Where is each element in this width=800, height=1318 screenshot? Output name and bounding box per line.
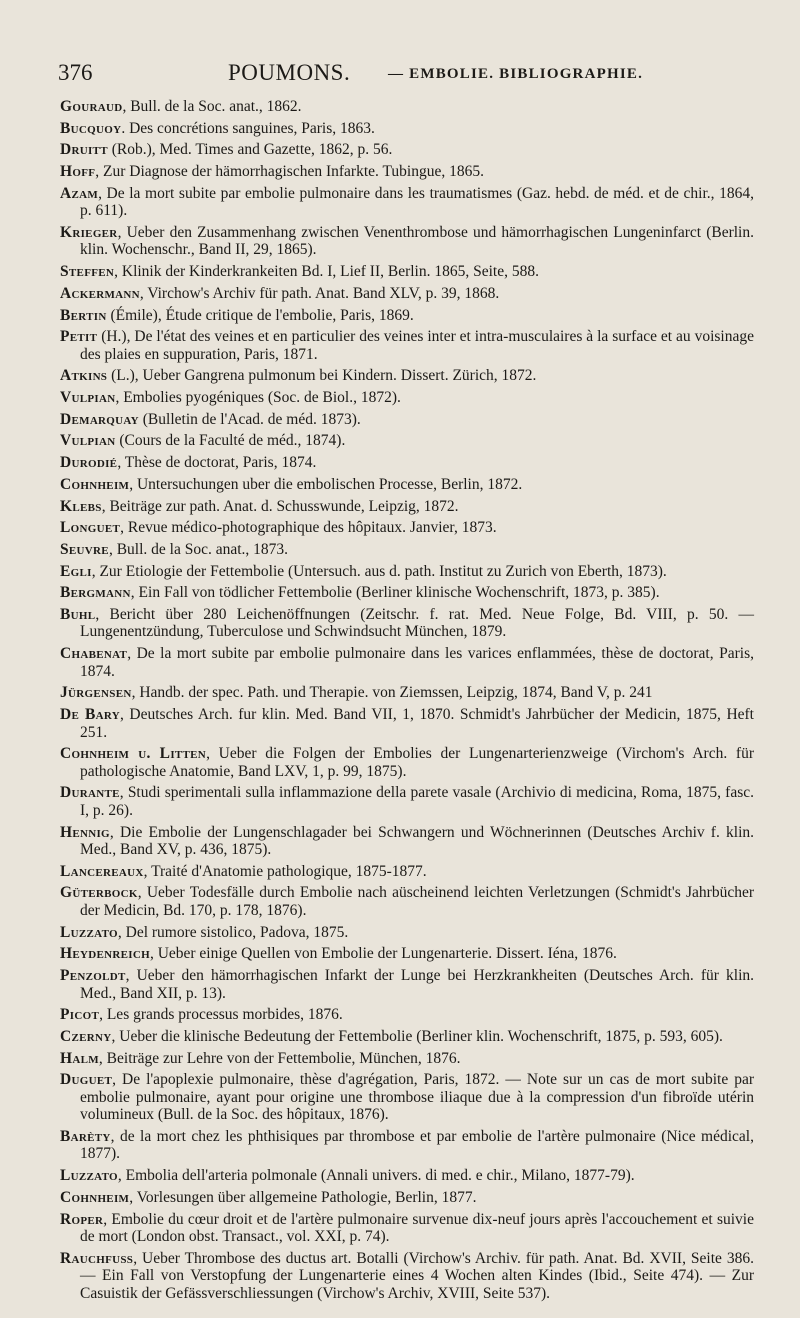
bibliography-entry: [60, 1006, 754, 1024]
entry-text: , Ueber den Zusammenhang zwischen Venenthrombose und hämorrhagischen Lungeninfarct (Berlin. klin. Wochenschr., Band II, 29, 1865).: [80, 223, 754, 259]
entry-author: Vulpian: [60, 389, 116, 407]
page-number: 376: [58, 60, 93, 85]
entry-text: , de la mort chez les phthisiques par thrombose et par embolie de l'artère pulmonaire (Nice médical, 1877).: [80, 1127, 754, 1163]
entry-author: Halm: [60, 1049, 99, 1067]
entry-text: , Virchow's Archiv für path. Anat. Band XLV, p. 39, 1868.: [139, 284, 500, 302]
entry-author: Durodié: [60, 454, 118, 472]
entry-author: Penzoldt: [60, 967, 126, 984]
entry-text: , Zur Etiologie der Fettembolie (Untersuch. aus d. path. Institut zu Zurich von Eberth, 1873).: [91, 562, 667, 580]
entry-author: Jürgensen: [60, 684, 132, 702]
bibliography-entry: [60, 1028, 754, 1046]
entry-author: De Bary: [60, 706, 120, 723]
entry-text: , Bull. de la Soc. anat., 1862.: [122, 98, 302, 115]
bibliography-entry: [60, 1050, 754, 1068]
entry-author: Ackermann: [60, 284, 140, 302]
bibliography-entry: [60, 884, 754, 919]
entry-text: , De la mort subite par embolie pulmonaire dans les traumatismes (Gaz. hebd. de méd. et de chir., 1864, p. 611).: [80, 184, 754, 220]
entry-text: , Klinik der Kinderkrankeiten Bd. I, Lief II, Berlin. 1865, Seite, 588.: [114, 263, 539, 281]
bibliography-entry: [60, 263, 754, 281]
entry-text: , De la mort subite par embolie pulmonaire dans les varices enflammées, thèse de doctorat, Paris, 1874.: [80, 645, 754, 680]
entry-text: , Traité d'Anatomie pathologique, 1875-1877.: [143, 862, 427, 880]
bibliography-entry: [60, 1128, 754, 1163]
bibliography-entry: [60, 185, 754, 220]
entry-text: , Ueber einige Quellen von Embolie der Lungenarterie. Dissert. Iéna, 1876.: [149, 945, 617, 963]
entry-author: Atkins: [60, 367, 108, 385]
bibliography-entry: [60, 285, 754, 303]
entry-author: Luzzato: [60, 923, 118, 941]
entry-text: , Die Embolie der Lungenschlagader bei Schwangern und Wöchnerinnen (Deutsches Archiv f. klin. Med., Band XV, p. 436, 1875).: [80, 823, 754, 859]
entry-author: Hoff: [60, 163, 96, 181]
bibliography-entry: [60, 745, 754, 780]
bibliography-entry: [60, 1167, 754, 1185]
entry-text: , Embolie du cœur droit et de l'artère pulmonaire survenue dix-neuf jours après l'accouchement et suivie de mort (London obst. Transact., vol. XXI, p. 74).: [80, 1210, 754, 1245]
entry-author: Luzzato: [60, 1167, 118, 1185]
entry-text: (Rob.), Med. Times and Gazette, 1862, p. 56.: [107, 141, 393, 159]
entry-author: Klebs: [60, 497, 102, 515]
entry-author: Krieger: [60, 223, 118, 241]
bibliography-entry: [60, 120, 754, 138]
entry-author: Longuet: [60, 519, 121, 537]
bibliography-entry: [60, 98, 754, 116]
entry-text: , Ueber die klinische Bedeutung der Fettembolie (Berliner klin. Wochenschrift, 1875, p. 593, 605).: [111, 1027, 723, 1045]
running-title: POUMONS.: [228, 60, 351, 85]
entry-text: , Embolies pyogéniques (Soc. de Biol., 1872).: [115, 389, 401, 407]
entry-author: Cohnheim: [60, 1188, 130, 1206]
bibliography-entry: [60, 684, 754, 702]
bibliography-entry: [60, 824, 754, 859]
entry-text: (H.), De l'état des veines et en particulier des veines inter et intra-musculaires à la surface et au voisinage des plaies en suppuration, Paris, 1871.: [80, 328, 754, 363]
entry-text: , Deutsches Arch. fur klin. Med. Band VII, 1, 1870. Schmidt's Jahrbücher der Medicin, 1875, Heft 251.: [80, 706, 754, 741]
entry-text: (Bulletin de l'Acad. de méd. 1873).: [138, 410, 361, 428]
entry-text: . Des concrétions sanguines, Paris, 1863.: [121, 119, 375, 137]
bibliography-entry: [60, 432, 754, 450]
entry-author: Durante: [60, 784, 120, 802]
entry-text: , Embolia dell'arteria polmonale (Annali univers. di med. e chir., Milano, 1877-79).: [117, 1167, 635, 1185]
entry-text: , Vorlesungen über allgemeine Pathologie, Berlin, 1877.: [129, 1188, 477, 1206]
bibliography-entry: [60, 706, 754, 741]
bibliography-entry: [60, 389, 754, 407]
entry-author: Czerny: [60, 1027, 112, 1045]
entry-author: Lancereaux: [60, 862, 144, 880]
entry-author: Bergmann: [60, 584, 131, 602]
bibliography-entry: [60, 863, 754, 881]
entry-text: , Thèse de doctorat, Paris, 1874.: [117, 454, 317, 472]
bibliography-entry: [60, 1250, 754, 1303]
entry-text: , Zur Diagnose der hämorrhagischen Infarkte. Tubingue, 1865.: [95, 163, 484, 181]
entry-text: (L.), Ueber Gangrena pulmonum bei Kindern. Dissert. Zürich, 1872.: [107, 367, 537, 385]
entry-author: Petit: [60, 328, 98, 346]
bibliography-entry: [60, 328, 754, 363]
entry-author: Cohnheim: [60, 475, 130, 493]
bibliography-entry: [60, 784, 754, 819]
entry-text: (Cours de la Faculté de méd., 1874).: [115, 432, 346, 450]
entry-text: , Ueber Todesfälle durch Embolie nach aüscheinend leichten Verletzungen (Schmidt's Jahrbücher der Medicin, Bd. 170, p. 178, 1876).: [80, 884, 754, 919]
entry-text: , Beiträge zur Lehre von der Fettembolie, München, 1876.: [98, 1049, 461, 1067]
entry-author: Vulpian: [60, 432, 116, 450]
bibliography-entry: [60, 476, 754, 494]
bibliography-entry: [60, 606, 754, 641]
entry-text: , Bericht über 280 Leichenöffnungen (Zeitschr. f. rat. Med. Neue Folge, Bd. VIII, p. 50. — Lungenentzündung, Tuberculose und Schwindsucht München, 1879.: [80, 605, 754, 641]
entry-text: , De l'apoplexie pulmonaire, thèse d'agrégation, Paris, 1872. — Note sur un cas de mort subite par embolie pulmonaire, ayant pour origine une thrombose iliaque due à la compression d'un fibroïde utérin volumineux (Bull. de la Soc. des hôpitaux, 1876).: [80, 1071, 754, 1124]
entry-author: Gouraud: [60, 98, 123, 115]
entry-text: , Ueber die Folgen der Embolies der Lungenarterienzweige (Virchom's Arch. für pathologische Anatomie, Band LXV, 1, p. 99, 1875).: [80, 745, 754, 780]
bibliography-entry: [60, 519, 754, 537]
bibliography-entry: [60, 411, 754, 429]
entry-author: Demarquay: [60, 410, 139, 428]
entry-text: , Ein Fall von tödlicher Fettembolie (Berliner klinische Wochenschrift, 1873, p. 385).: [130, 584, 660, 602]
page-header: [58, 60, 748, 92]
bibliography-entry: [60, 945, 754, 963]
entry-author: Azam: [60, 184, 99, 202]
bibliography-entry: [60, 645, 754, 680]
bibliography-entry: [60, 1071, 754, 1124]
bibliography-entry: [60, 141, 754, 159]
entry-author: Bertin: [60, 306, 107, 324]
bibliography-entry: [60, 1189, 754, 1207]
entry-author: Barèty: [60, 1127, 111, 1145]
entry-author: Druitt: [60, 141, 108, 159]
entry-author: Güterbock: [60, 884, 138, 902]
entry-text: , Handb. der spec. Path. und Therapie. von Ziemssen, Leipzig, 1874, Band V, p. 241: [131, 684, 653, 702]
entry-author: Buhl: [60, 605, 96, 623]
entry-author: Duguet: [60, 1071, 113, 1089]
entry-text: , Les grands processus morbides, 1876.: [99, 1006, 343, 1024]
entry-author: Rauchfuss: [60, 1249, 134, 1267]
bibliography-list: [60, 98, 754, 1306]
entry-author: Hennig: [60, 823, 110, 841]
bibliography-entry: [60, 541, 754, 559]
bibliography-entry: [60, 924, 754, 942]
entry-author: Steffen: [60, 263, 115, 281]
entry-text: , Del rumore sistolico, Padova, 1875.: [117, 923, 349, 941]
bibliography-entry: [60, 498, 754, 516]
bibliography-entry: [60, 367, 754, 385]
bibliography-entry: [60, 584, 754, 602]
entry-author: Chabenat: [60, 645, 128, 663]
entry-author: Picot: [60, 1006, 100, 1024]
bibliography-entry: [60, 563, 754, 581]
bibliography-entry: [60, 307, 754, 325]
bibliography-entry: [60, 454, 754, 472]
entry-author: Roper: [60, 1210, 104, 1228]
entry-text: , Ueber den hämorrhagischen Infarkt der Lunge bei Herzkrankheiten (Deutsches Arch. für klin. Med., Band XII, p. 13).: [80, 967, 754, 1002]
bibliography-entry: [60, 1211, 754, 1246]
bibliography-entry: [60, 163, 754, 181]
bibliography-entry: [60, 967, 754, 1002]
entry-text: , Revue médico-photographique des hôpitaux. Janvier, 1873.: [120, 519, 497, 537]
entry-text: , Beiträge zur path. Anat. d. Schusswunde, Leipzig, 1872.: [101, 497, 459, 515]
entry-text: , Bull. de la Soc. anat., 1873.: [108, 540, 289, 558]
entry-author: Egli: [60, 562, 92, 580]
entry-text: , Untersuchungen uber die embolischen Processe, Berlin, 1872.: [129, 475, 523, 493]
entry-author: Heydenreich: [60, 945, 150, 963]
entry-text: (Émile), Étude critique de l'embolie, Paris, 1869.: [106, 306, 414, 324]
entry-author: Cohnheim u. Litten: [60, 745, 207, 763]
running-subtitle: — EMBOLIE. BIBLIOGRAPHIE.: [388, 66, 644, 82]
bibliography-entry: [60, 224, 754, 259]
entry-text: , Studi sperimentali sulla inflammazione della parete vasale (Archivio di medicina, Roma, 1875, fasc. I, p. 26).: [80, 784, 754, 819]
entry-author: Seuvre: [60, 540, 109, 558]
entry-text: , Ueber Thrombose des ductus art. Botalli (Virchow's Archiv. für path. Anat. Bd. XVII, Seite 386. — Ein Fall von Verstopfung der Lungenarterie eines 4 Wochen alten Kindes (Ibid., Seite 474). — Zur Casuistik der Gefässverschliessungen (Virchow's Archiv, XVIII, Seite 537).: [80, 1249, 754, 1302]
entry-author: Bucquoy: [60, 119, 122, 137]
